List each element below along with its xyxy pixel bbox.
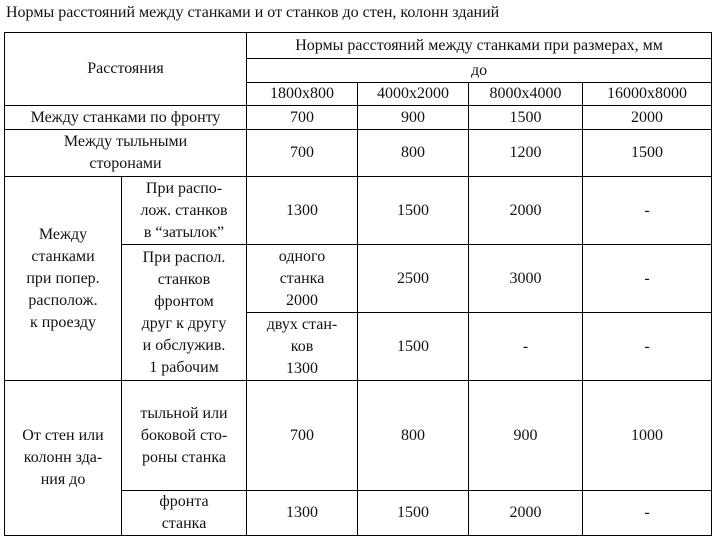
table-cell: -	[583, 177, 712, 245]
row-label: Между тыльными сторонами	[5, 130, 247, 177]
table-row	[5, 177, 712, 245]
table-title: Нормы расстояний между станками и от станков до стен, колонн зданий	[6, 4, 500, 21]
row-label: Между станками по фронту	[5, 106, 247, 130]
group-label: От стен или колонн зда- ния до	[5, 381, 122, 536]
table-cell: 1200	[469, 130, 583, 177]
table-cell: -	[583, 313, 712, 381]
header-upto: до	[247, 59, 712, 83]
table-cell: 2000	[583, 106, 712, 130]
table-cell: 1500	[469, 106, 583, 130]
table-cell: 900	[469, 381, 583, 491]
table-cell: 800	[358, 381, 469, 491]
group-label: Между станками при попер. располож. к проезду	[5, 177, 122, 381]
table-cell: -	[469, 313, 583, 381]
header-size: 16000х8000	[583, 83, 712, 106]
table-cell: 700	[247, 381, 358, 491]
table-cell: 800	[358, 130, 469, 177]
table-cell: 2000	[469, 491, 583, 536]
table-cell: 3000	[469, 245, 583, 313]
header-size: 4000х2000	[358, 83, 469, 106]
table-cell: 1500	[583, 130, 712, 177]
table-cell: 1500	[358, 177, 469, 245]
header-norms: Нормы расстояний между станками при размерах, мм	[247, 33, 712, 59]
table-cell: 1300	[247, 491, 358, 536]
header-size: 8000х4000	[469, 83, 583, 106]
table-cell: 1500	[358, 491, 469, 536]
header-size: 1800х800	[247, 83, 358, 106]
table-row	[5, 106, 712, 130]
table-cell: 2500	[358, 245, 469, 313]
table-row	[5, 381, 712, 491]
table-row	[5, 130, 712, 177]
header-distances: Расстояния	[5, 33, 247, 106]
table-cell: 900	[358, 106, 469, 130]
table-cell: одного станка 2000	[247, 245, 358, 313]
row-label: При распо- лож. станков в “затылок”	[122, 177, 247, 245]
table-cell: 1000	[583, 381, 712, 491]
table-cell: 700	[247, 106, 358, 130]
table-cell: двух стан- ков 1300	[247, 313, 358, 381]
table-cell: 1500	[358, 313, 469, 381]
row-label: тыльной или боковой сто- роны станка	[122, 381, 247, 491]
table-cell: -	[583, 245, 712, 313]
table-cell: 700	[247, 130, 358, 177]
header-row	[5, 33, 712, 59]
row-label: фронта станка	[122, 491, 247, 536]
table-cell: 2000	[469, 177, 583, 245]
table-cell: 1300	[247, 177, 358, 245]
table-cell: -	[583, 491, 712, 536]
row-label: При распол. станков фронтом друг к другу и обслужив. 1 рабочим	[122, 245, 247, 381]
norms-table	[4, 32, 712, 536]
